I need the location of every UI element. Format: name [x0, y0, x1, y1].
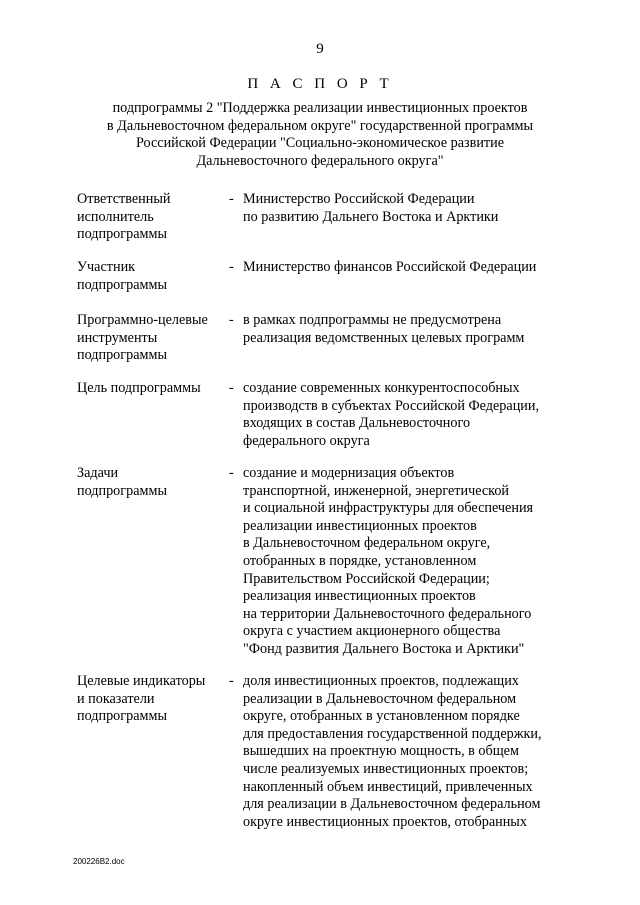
label-line: инструменты: [77, 329, 158, 346]
value-line: производств в субъектах Российской Федерации,: [243, 397, 540, 414]
value-line: отобранных в порядке, установленном: [243, 552, 477, 569]
value-line: округе инвестиционных проектов, отобранных: [243, 813, 527, 830]
row-label: [77, 312, 227, 365]
row-value: [243, 380, 583, 450]
row-dash: -: [229, 673, 234, 689]
value-line: в рамках подпрограммы не предусмотрена: [243, 312, 502, 328]
value-line: и социальной инфраструктуры для обеспечения: [243, 500, 534, 517]
document-subtitle: [60, 100, 580, 170]
label-line: Программно-целевые: [77, 312, 208, 328]
value-line: округе, отобранных в установленном порядке: [243, 708, 520, 725]
value-line: создание современных конкурентоспособных: [243, 380, 520, 396]
subtitle-line: Дальневосточного федерального округа": [196, 152, 444, 169]
row-dash: -: [229, 380, 234, 396]
label-line: подпрограммы: [77, 226, 167, 243]
value-line: создание и модернизация объектов: [243, 465, 455, 481]
value-line: доля инвестиционных проектов, подлежащих: [243, 673, 519, 689]
value-line: накопленный объем инвестиций, привлеченных: [243, 778, 533, 795]
subtitle-line: Российской Федерации "Социально-экономическое развитие: [135, 135, 504, 151]
label-line: Участник: [77, 259, 136, 275]
value-line: входящих в состав Дальневосточного: [243, 415, 471, 432]
value-line: для предоставления государственной поддержки,: [243, 725, 542, 742]
row-value: [243, 465, 583, 659]
row-value: [243, 191, 583, 226]
value-line: Министерство финансов Российской Федерации: [243, 259, 537, 275]
label-line: Целевые индикаторы: [77, 673, 206, 689]
label-line: подпрограммы: [77, 276, 167, 293]
row-dash: -: [229, 465, 234, 481]
label-line: исполнитель: [77, 208, 154, 225]
value-line: округа с участием акционерного общества: [243, 623, 501, 640]
label-line: подпрограммы: [77, 708, 167, 725]
row-label: [77, 673, 227, 726]
value-line: "Фонд развития Дальнего Востока и Арктики": [243, 640, 525, 657]
value-line: Правительством Российской Федерации;: [243, 570, 490, 587]
value-line: вышедших на проектную мощность, в общем: [243, 743, 519, 760]
row-value: [243, 673, 583, 831]
row-dash: -: [229, 191, 234, 207]
row-value: [243, 259, 583, 277]
file-name-footer: 200226В2.doc: [73, 857, 125, 866]
value-line: Министерство Российской Федерации: [243, 191, 475, 207]
value-line: для реализации в Дальневосточном федеральном: [243, 796, 541, 813]
label-line: подпрограммы: [77, 347, 167, 364]
label-line: Задачи: [77, 465, 119, 481]
row-dash: -: [229, 259, 234, 275]
value-line: реализации инвестиционных проектов: [243, 517, 477, 534]
row-label: [77, 191, 227, 244]
value-line: в Дальневосточном федеральном округе,: [243, 535, 491, 552]
row-dash: -: [229, 312, 234, 328]
value-line: по развитию Дальнего Востока и Арктики: [243, 208, 499, 225]
row-value: [243, 312, 583, 347]
value-line: федерального округа: [243, 432, 370, 449]
value-line: реализации в Дальневосточном федеральном: [243, 690, 517, 707]
value-line: реализация ведомственных целевых программ: [243, 329, 525, 346]
page-number: 9: [316, 41, 324, 57]
label-line: Цель подпрограммы: [77, 380, 201, 396]
document-title: П А С П О Р Т: [247, 76, 393, 92]
value-line: на территории Дальневосточного федерального: [243, 605, 532, 622]
label-line: Ответственный: [77, 191, 171, 207]
value-line: числе реализуемых инвестиционных проектов;: [243, 760, 529, 777]
label-line: и показатели: [77, 690, 155, 707]
subtitle-line: подпрограммы 2 "Поддержка реализации инвестиционных проектов: [112, 100, 528, 116]
row-label: [77, 380, 227, 398]
value-line: реализация инвестиционных проектов: [243, 588, 476, 605]
value-line: транспортной, инженерной, энергетической: [243, 482, 510, 499]
row-label: [77, 465, 227, 500]
subtitle-line: в Дальневосточном федеральном округе" государственной программы: [106, 117, 534, 134]
row-label: [77, 259, 227, 294]
label-line: подпрограммы: [77, 482, 167, 499]
